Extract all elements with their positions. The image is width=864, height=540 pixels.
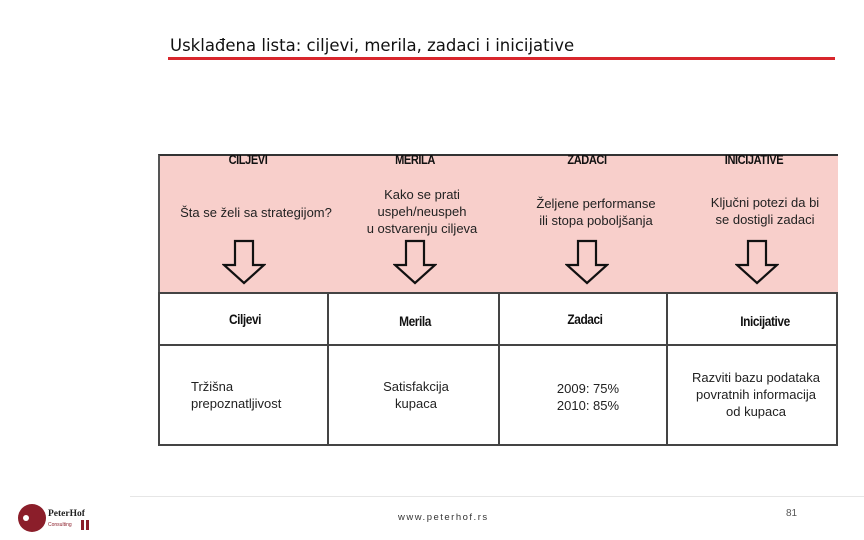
header-merila: MERILA <box>395 152 435 167</box>
table-divider <box>668 344 836 346</box>
table-divider <box>327 292 329 446</box>
desc-zadaci: Željene performanse ili stopa poboljšanja <box>536 196 656 228</box>
down-arrow-icon <box>565 239 609 285</box>
peterhof-logo-icon <box>16 502 126 534</box>
cell-ciljevi: Tržišna prepoznatljivost <box>191 379 282 411</box>
title-underline <box>168 57 835 60</box>
down-arrow-icon <box>393 239 437 285</box>
svg-text:Consulting: Consulting <box>48 522 72 528</box>
table-divider <box>160 344 327 346</box>
page-title: Usklađena lista: ciljevi, merila, zadaci i inicijative <box>170 36 575 55</box>
cell-merila: Satisfakcija kupaca <box>383 379 449 411</box>
header-ciljevi: CILJEVI <box>228 152 268 167</box>
desc-merila: Kako se prati uspeh/neuspeh u ostvarenju ciljeva <box>366 187 478 236</box>
footer-url[interactable]: www.peterhof.rs <box>398 512 489 523</box>
page-number: 81 <box>786 508 798 519</box>
table-header-zadaci: Zadaci <box>567 311 603 327</box>
table-divider <box>329 344 498 346</box>
table-divider <box>500 344 666 346</box>
table-header-ciljevi: Ciljevi <box>228 311 262 327</box>
table-divider <box>666 292 668 446</box>
table-header-inicijative: Inicijative <box>740 313 790 329</box>
company-logo <box>16 502 126 534</box>
footer-divider <box>130 496 864 497</box>
desc-inicijative: Ključni potezi da bi se dostigli zadaci <box>710 195 820 227</box>
cell-zadaci: 2009: 75% 2010: 85% <box>556 381 620 413</box>
cell-inicijative: Razviti bazu podataka povratnih informacija od kupaca <box>692 370 820 419</box>
table-header-merila: Merila <box>399 313 431 329</box>
table-divider <box>498 292 500 446</box>
header-inicijative: INICIJATIVE <box>724 152 784 167</box>
header-zadaci: ZADACI <box>567 152 607 167</box>
down-arrow-icon <box>735 239 779 285</box>
svg-text:PeterHof: PeterHof <box>48 509 85 519</box>
desc-ciljevi: Šta se želi sa strategijom? <box>180 205 332 220</box>
down-arrow-icon <box>222 239 266 285</box>
